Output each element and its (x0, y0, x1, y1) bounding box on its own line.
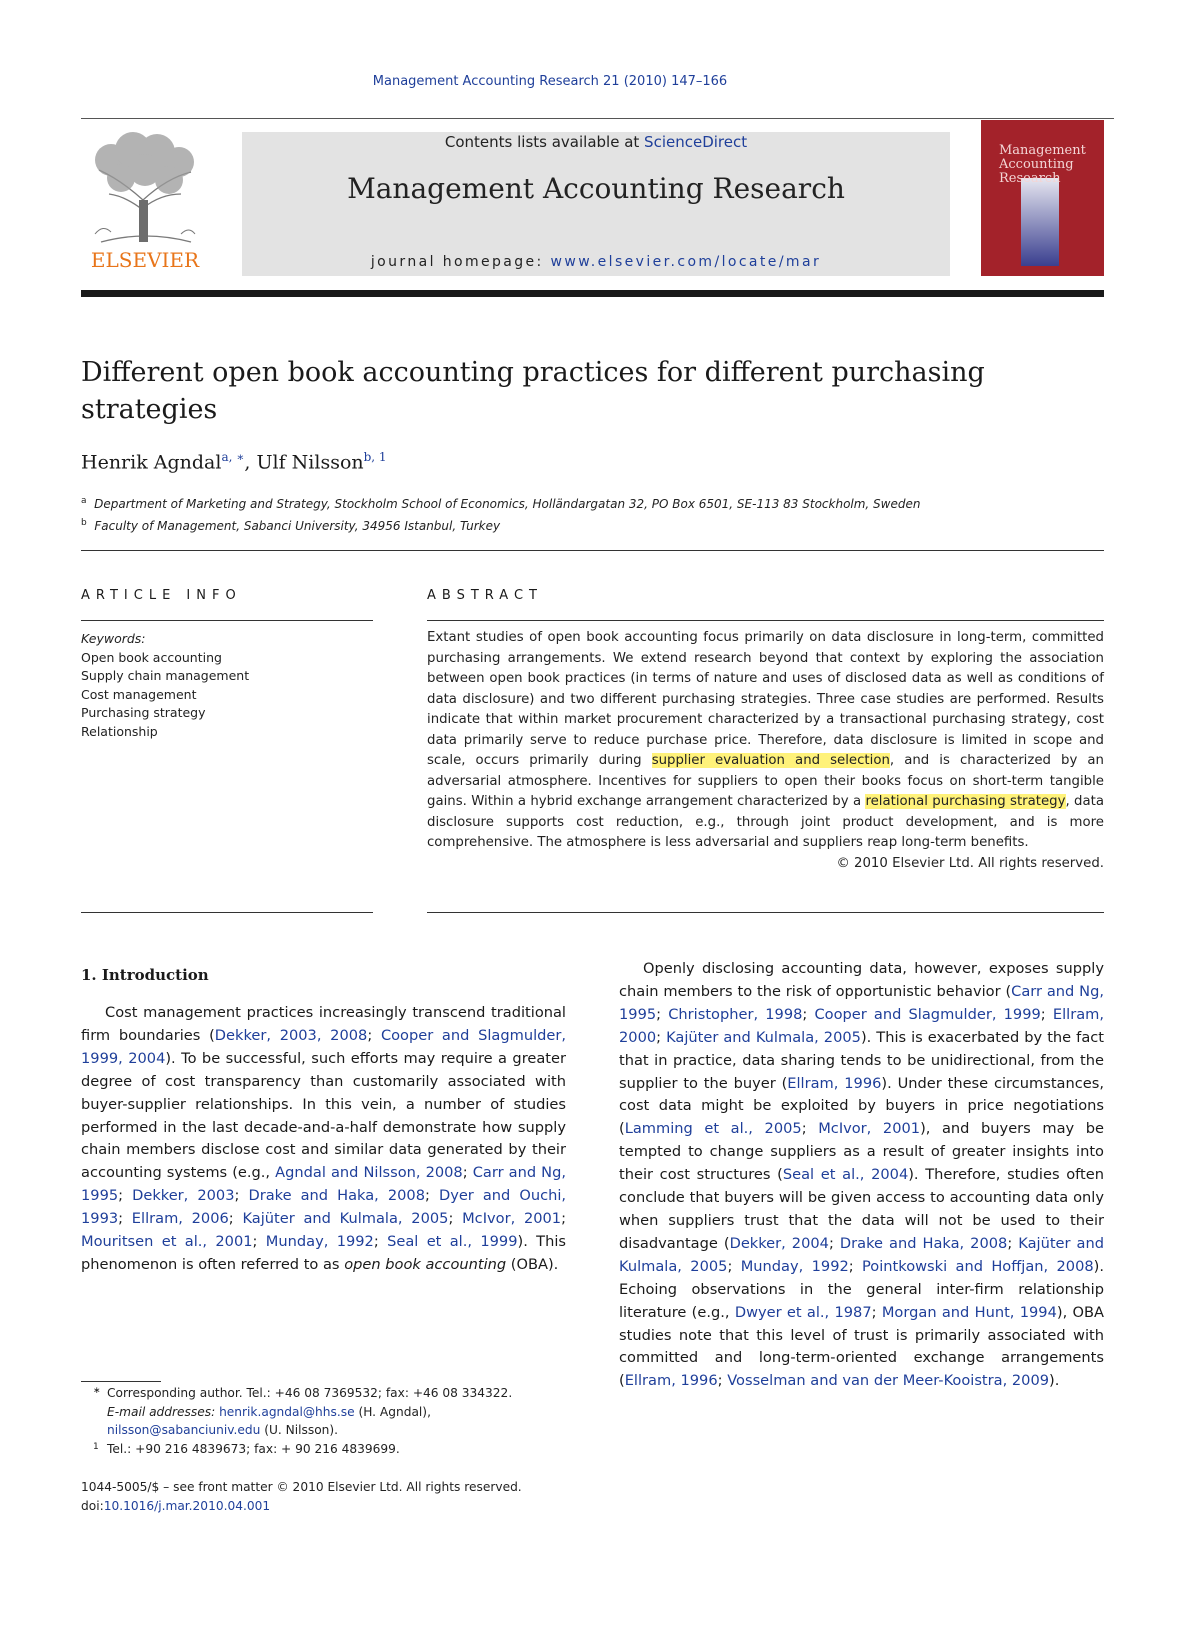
author-name: Ulf Nilsson (256, 451, 364, 474)
body-text: ; (871, 1303, 882, 1321)
doi-label: doi: (81, 1498, 104, 1513)
abstract-part: Extant studies of open book accounting focus primarily on data disclosure in long-term, committed purchasing arrangements. We extend research beyond that context by exploring the association between open book practices (in terms of nature and uses of disclosed data as well as conditions of data disclosure) and two different purchasing strategies. Three case studies are performed. Results indicate that within market procurement characterized by a transactional purchasing strategy, cost data primarily serve to reduce purchase price. Therefore, data disclosure is limited in scope and scale, occurs primarily during (427, 630, 1104, 768)
cover-graphic (1021, 178, 1059, 266)
citation-link[interactable]: Cooper and Slagmulder, 1999 (814, 1005, 1041, 1023)
affiliation-b (81, 518, 500, 533)
body-column-right (619, 958, 1104, 1393)
body-text: ; (717, 1372, 728, 1390)
author-list (81, 450, 387, 473)
section-heading-introduction: 1. Introduction (81, 966, 209, 984)
abstract-part: , data disclosure supports cost reduction, e.g., through joint product development, and is more comprehensive. The atmosphere is less adversarial and suppliers reap long-term benefits. (427, 794, 1105, 850)
citation-link[interactable]: Seal et al., 1999 (387, 1233, 518, 1251)
body-text: ; (462, 1164, 473, 1182)
body-text: ; (828, 1234, 840, 1252)
body-text: ), OBA studies note that this level of trust is primarily associated with committed and long-term-oriented exchange arrangements ( (619, 1303, 1104, 1390)
issn-line: 1044-5005/$ – see front matter © 2010 Elsevier Ltd. All rights reserved. (81, 1480, 522, 1494)
citation-link[interactable]: Ellram, 2000 (619, 1005, 1104, 1046)
affiliation-text: Faculty of Management, Sabanci University, 34956 Istanbul, Turkey (94, 519, 501, 533)
citation-link[interactable]: Munday, 1992 (265, 1233, 374, 1251)
citation-link[interactable]: Drake and Haka, 2008 (839, 1234, 1008, 1252)
citation-link[interactable]: Pointkowski and Hoffjan, 2008 (862, 1257, 1094, 1275)
body-text: ). To be successful, such efforts may require a greater degree of cost transparency than customarily associated with buyer-supplier relationships. In this vein, a number of studies performed in the last decade-and-a-half demonstrate how supply chain members disclose cost and similar data generated by their accounting systems (e.g., (81, 1049, 566, 1182)
contents-prefix: Contents lists available at (444, 133, 645, 151)
footnote-text: Tel.: +90 216 4839673; fax: + 90 216 4839699. (107, 1441, 400, 1456)
citation-link[interactable]: Christopher, 1998 (668, 1005, 803, 1023)
author-separator: , (244, 451, 257, 474)
footnote-corresponding (81, 1384, 601, 1440)
citation-link[interactable]: Kajüter and Kulmala, 2005 (666, 1028, 861, 1046)
journal-homepage (242, 254, 950, 270)
cover-title: Management Accounting Research (999, 143, 1086, 186)
citation-link[interactable]: Dekker, 2004 (729, 1234, 829, 1252)
body-text: ). This phenomenon is often referred to as (81, 1233, 566, 1273)
author-name: Henrik Agndal (81, 451, 222, 474)
affiliation-mark: b (81, 518, 87, 528)
abstract-part: , and is characterized by an adversarial atmosphere. Incentives for suppliers to open their books focus on short-term tangible gains. Within a hybrid exchange arrangement characterized by a (427, 753, 1104, 809)
citation-link[interactable]: Lamming et al., 2005 (624, 1120, 802, 1138)
citation-link[interactable]: Kajüter and Kulmala, 2005 (619, 1234, 1104, 1275)
footnote-text: Corresponding author. Tel.: +46 08 7369532; fax: +46 08 334322. (107, 1386, 513, 1400)
keyword-item: Purchasing strategy (81, 705, 206, 720)
journal-citation[interactable]: Management Accounting Research 21 (2010) 147–166 (372, 74, 728, 89)
homepage-prefix: journal homepage: (370, 254, 551, 270)
body-text: ; (118, 1210, 132, 1228)
body-text: (OBA). (506, 1255, 559, 1273)
body-text: ; (656, 1028, 667, 1046)
citation-link[interactable]: Seal et al., 2004 (782, 1166, 909, 1184)
body-column-left (81, 1002, 566, 1277)
body-text: ; (801, 1120, 819, 1138)
body-text: ; (848, 1257, 863, 1275)
emphasis-text: open book accounting (344, 1255, 507, 1273)
article-info-rule (81, 620, 373, 621)
highlight[interactable]: relational purchasing strategy (865, 794, 1066, 809)
body-text: ; (373, 1233, 388, 1251)
article-info-bottom-rule (81, 912, 373, 913)
header-rule (81, 118, 1114, 119)
sciencedirect-link[interactable]: ScienceDirect (644, 133, 748, 151)
paper-title: Different open book accounting practices for different purchasing strategies (81, 357, 985, 425)
footnote-mark: 1 (93, 1441, 99, 1452)
front-matter-info (81, 1478, 601, 1515)
body-text: ; (727, 1257, 741, 1275)
keyword-item: Relationship (81, 723, 158, 739)
citation-link[interactable]: Drake and Haka, 2008 (248, 1187, 425, 1205)
abstract-bottom-rule (427, 912, 1104, 913)
abstract-text (427, 628, 1104, 874)
body-text: ; (802, 1005, 815, 1023)
abstract-heading: ABSTRACT (427, 588, 543, 603)
body-text: ), and buyers may be tempted to change suppliers as a result of greater insights into their cost structures ( (619, 1120, 1104, 1184)
citation-link[interactable]: Kajüter and Kulmala, 2005 (242, 1210, 449, 1228)
body-text: ; (367, 1026, 381, 1044)
doi-line (81, 1497, 601, 1516)
citation-link[interactable]: Dekker, 2003, 2008 (214, 1026, 368, 1044)
keywords-block (81, 630, 249, 741)
journal-cover-thumbnail[interactable] (981, 120, 1104, 276)
affiliation-a (81, 496, 920, 511)
keyword-item: Open book accounting (81, 649, 222, 665)
body-text: ; (424, 1187, 439, 1205)
body-text: Cost management practices increasingly transcend traditional firm boundaries ( (81, 1004, 566, 1044)
homepage-link[interactable]: www.elsevier.com/locate/mar (550, 254, 822, 270)
body-text: ). (1049, 1372, 1060, 1390)
citation-link[interactable]: Munday, 1992 (740, 1257, 849, 1275)
body-text: ). Therefore, studies often conclude that buyers will be given access to accounting data only when suppliers trust that the data will not be used to their disadvantage ( (619, 1166, 1104, 1252)
body-text: ; (448, 1210, 463, 1228)
citation-link[interactable]: McIvor, 2001 (462, 1210, 562, 1228)
footnote-mark: ∗ (93, 1386, 101, 1396)
body-text: ; (252, 1233, 266, 1251)
email-owner: (U. Nilsson). (260, 1423, 339, 1437)
footnote-1 (81, 1440, 601, 1459)
doi-link[interactable]: 10.1016/j.mar.2010.04.001 (103, 1498, 271, 1513)
body-text: ). This is exacerbated by the fact that in practice, data sharing tends to be unidirectional, from the supplier to the buyer ( (619, 1028, 1105, 1092)
body-text: ; (1007, 1234, 1019, 1252)
affiliation-mark: a (81, 496, 87, 506)
citation-link[interactable]: Carr and Ng, 1995 (619, 982, 1104, 1023)
header-thick-rule (81, 290, 1104, 297)
citation-link[interactable]: Carr and Ng, 1995 (81, 1164, 566, 1205)
citation-link[interactable]: Mouritsen et al., 2001 (81, 1233, 253, 1251)
contents-line (242, 133, 950, 151)
keywords-label: Keywords: (81, 631, 146, 646)
citation-link[interactable]: Dwyer et al., 1987 (734, 1303, 872, 1321)
footnotes (81, 1384, 601, 1458)
citation-link[interactable]: Ellram, 1996 (624, 1372, 718, 1390)
citation-link[interactable]: Vosselman and van der Meer-Kooistra, 2009 (727, 1372, 1050, 1390)
article-info-heading: ARTICLE INFO (81, 588, 242, 603)
email-link[interactable]: henrik.agndal@hhs.se (219, 1404, 355, 1419)
body-text: ; (656, 1005, 669, 1023)
journal-title: Management Accounting Research (347, 172, 845, 205)
author-marks[interactable]: a, ∗ (221, 450, 245, 464)
body-text: ). Under these circumstances, cost data might be exploited by buyers in price negotiations ( (619, 1074, 1104, 1138)
body-text: Openly disclosing accounting data, however, exposes supply chain members to the risk of opportunistic behavior ( (619, 960, 1104, 1000)
body-text: ; (118, 1187, 133, 1205)
body-text: ). Echoing observations in the general inter-firm relationship literature (e.g., (619, 1257, 1104, 1321)
abstract-rule (427, 620, 1104, 621)
body-text: ; (1040, 1005, 1053, 1023)
highlight[interactable]: supplier evaluation and selection (651, 753, 890, 768)
email-link[interactable]: nilsson@sabanciuniv.edu (107, 1423, 261, 1437)
publisher-name: ELSEVIER (90, 248, 200, 272)
citation-link[interactable]: Dyer and Ouchi, 1993 (81, 1187, 567, 1228)
abstract-copyright: © 2010 Elsevier Ltd. All rights reserved. (836, 855, 1104, 871)
citation-link[interactable]: Ellram, 1996 (787, 1074, 882, 1092)
keyword-item: Cost management (81, 686, 197, 702)
citation-link[interactable]: McIvor, 2001 (818, 1120, 921, 1138)
citation-link[interactable]: Agndal and Nilsson, 2008 (275, 1164, 463, 1182)
body-text: ; (234, 1187, 249, 1205)
citation-link[interactable]: Ellram, 2006 (131, 1210, 229, 1228)
author-marks[interactable]: b, 1 (363, 450, 387, 464)
email-label: E-mail addresses: (107, 1404, 216, 1419)
keyword-item: Supply chain management (81, 668, 250, 683)
email-owner: (H. Agndal), (354, 1404, 431, 1419)
body-text: ; (228, 1210, 243, 1228)
affiliation-rule (81, 550, 1104, 551)
citation-link[interactable]: Morgan and Hunt, 1994 (881, 1303, 1057, 1321)
body-text: ; (561, 1210, 567, 1228)
citation-link[interactable]: Dekker, 2003 (132, 1187, 235, 1205)
citation-link[interactable]: Cooper and Slagmulder, 1999, 2004 (81, 1026, 566, 1067)
affiliation-text: Department of Marketing and Strategy, Stockholm School of Economics, Holländargatan 32, PO Box 6501, SE-113 83 Stockholm, Sweden (94, 497, 921, 511)
elsevier-tree-icon (81, 130, 209, 245)
